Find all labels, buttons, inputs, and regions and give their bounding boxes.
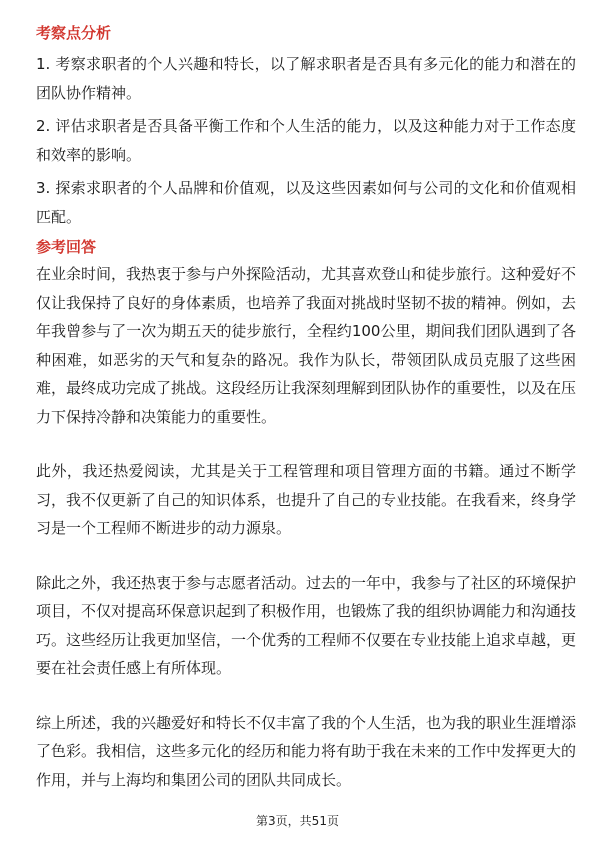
page-number-footer: 第3页，共51页 <box>256 814 339 828</box>
answer-paragraph: 除此之外，我还热衷于参与志愿者活动。过去的一年中，我参与了社区的环境保护项目，不仅对提高环保意识起到了积极作用，也锻炼了我的组织协调能力和沟通技巧。这些经历让我更加坚信，一个优秀的工程师不仅要在专业技能上追求卓越，更要在社会责任感上有所体现。 <box>36 573 577 677</box>
document-page <box>36 22 576 820</box>
answer-paragraph: 此外，我还热爱阅读，尤其是关于工程管理和项目管理方面的书籍。通过不断学习，我不仅更新了自己的知识体系，也提升了自己的专业技能。在我看来，终身学习是一个工程师不断进步的动力源泉。 <box>36 462 577 537</box>
analysis-item: 2. 评估求职者是否具备平衡工作和个人生活的能力，以及这种能力对于工作态度和效率的影响。 <box>36 117 576 164</box>
analysis-item: 1. 考察求职者的个人兴趣和特长，以了解求职者是否具有多元化的能力和潜在的团队协作精神。 <box>36 55 576 102</box>
answer-paragraph: 在业余时间，我热衷于参与户外探险活动，尤其喜欢登山和徒步旅行。这种爱好不仅让我保持了良好的身体素质，也培养了我面对挑战时坚韧不拔的精神。例如，去年我曾参与了一次为期五天的徒步旅行，全程约100公里，期间我们团队遇到了各种困难，如恶劣的天气和复杂的路况。我作为队长，带领团队成员克服了这些困难，最终成功完成了挑战。这段经历让我深刻理解到团队协作的重要性，以及在压力下保持冷静和决策能力的重要性。 <box>36 265 577 426</box>
analysis-heading: 考察点分析 <box>36 24 112 42</box>
answer-heading: 参考回答 <box>36 238 97 256</box>
answer-paragraph: 综上所述，我的兴趣爱好和特长不仅丰富了我的个人生活，也为我的职业生涯增添了色彩。我相信，这些多元化的经历和能力将有助于我在未来的工作中发挥更大的作用，并与上海均和集团公司的团队共同成长。 <box>36 713 577 789</box>
analysis-item: 3. 探索求职者的个人品牌和价值观，以及这些因素如何与公司的文化和价值观相匹配。 <box>36 179 576 226</box>
